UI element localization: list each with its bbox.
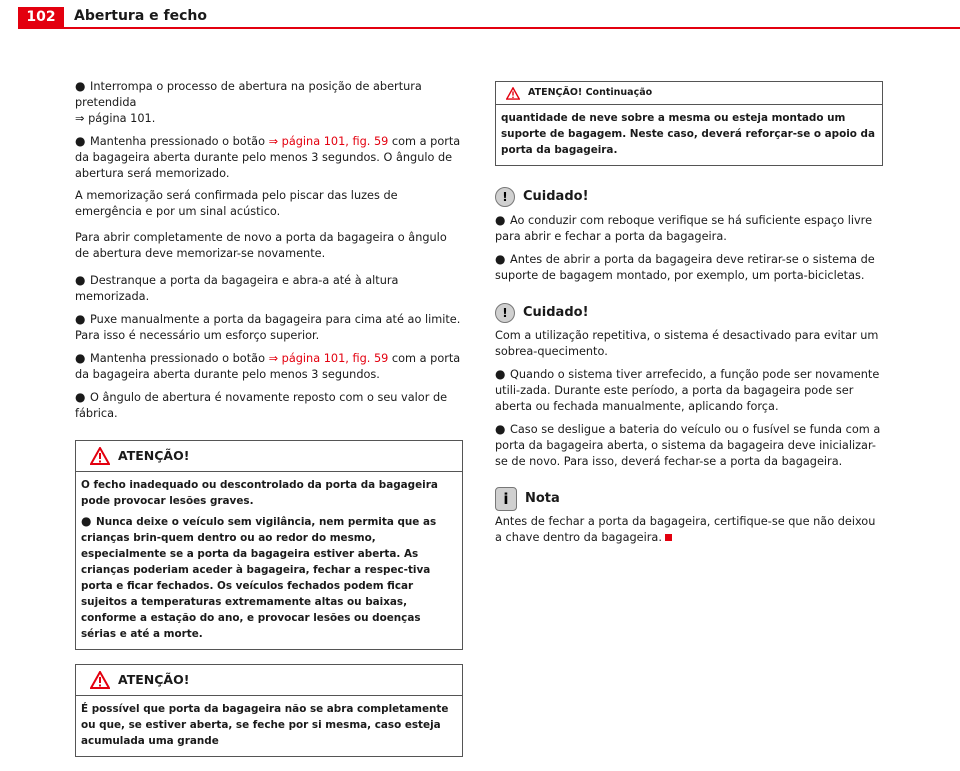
- warning-triangle-icon: [506, 87, 520, 100]
- caution-title: Cuidado!: [523, 305, 589, 320]
- list-item: ● Mantenha pressionado o botão ⇒ página 101, fig. 59 com a porta da bagageira aberta durante pelo menos 3 segundos. O ângulo de abertura será memorizado.: [75, 134, 461, 180]
- list-item: ● Antes de abrir a porta da bagageira deve retirar-se o sistema de suporte de bagagem montado, por exemplo, um porta-bicicletas.: [495, 252, 875, 282]
- caution-heading: [495, 186, 883, 208]
- list-item: ● Ao conduzir com reboque verifique se há suficiente espaço livre para abrir e fechar a porta da bagageira.: [495, 213, 873, 243]
- bullet-icon: ●: [495, 367, 506, 381]
- page-header: [0, 0, 960, 30]
- warning-header: [76, 665, 462, 696]
- arrow-icon: ⇒: [75, 112, 85, 125]
- bullet-icon: ●: [495, 422, 506, 436]
- info-icon: i: [495, 487, 517, 511]
- note-heading: [495, 488, 883, 510]
- warning-continuation-box: [495, 81, 883, 166]
- warning-text: O fecho inadequado ou descontrolado da porta da bagageira pode provocar lesões graves.: [81, 479, 438, 507]
- warning-title: ATENÇÃO!: [118, 672, 190, 687]
- paragraph: Com a utilização repetitiva, o sistema é desactivado para evitar um sobrea-quecimento.: [495, 329, 879, 358]
- bullet-icon: ●: [495, 252, 506, 266]
- bullet-icon: ●: [75, 351, 86, 365]
- list-item: ● O ângulo de abertura é novamente reposto com o seu valor de fábrica.: [75, 390, 448, 420]
- paragraph: A memorização será confirmada pelo piscar das luzes de emergência e por um sinal acústico.: [75, 189, 398, 218]
- end-of-section-marker: [665, 534, 672, 541]
- paragraph: Antes de fechar a porta da bagageira, certifique-se que não deixou a chave dentro da bagageira.: [495, 515, 876, 544]
- bullet-icon: ●: [75, 390, 86, 404]
- right-column: [495, 81, 883, 556]
- warning-text: É possível que porta da bagageira não se abra completamente ou que, se estiver aberta, se feche por si mesma, caso esteja acumulada uma grande: [81, 703, 449, 747]
- warning-header: [76, 441, 462, 472]
- warning-title: ATENÇÃO!: [118, 448, 190, 463]
- caution-icon: !: [495, 303, 515, 323]
- cross-reference-link[interactable]: ⇒ página 101, fig. 59: [268, 135, 389, 148]
- page-reference: página 101.: [88, 112, 156, 125]
- list-item: ● Puxe manualmente a porta da bagageira para cima até ao limite. Para isso é necessário um esforço superior.: [75, 312, 461, 342]
- caution-title: Cuidado!: [523, 189, 589, 204]
- bullet-icon: ●: [75, 273, 86, 287]
- warning-box: [75, 440, 463, 650]
- list-item: ● Destranque a porta da bagageira e abra-a até à altura memorizada.: [75, 273, 399, 303]
- list-item: ● Caso se desligue a bateria do veículo ou o fusível se funda com a porta da bagageira aberta, o sistema da bagageira deve inicializar-se de novo. Para isso, deverá fechar-se a porta da bagageira.: [495, 422, 881, 468]
- page-number: 102: [18, 7, 64, 28]
- bullet-icon: ●: [81, 514, 92, 528]
- cross-reference-link[interactable]: ⇒ página 101, fig. 59: [268, 352, 389, 365]
- left-column: [75, 78, 463, 771]
- list-item: ● Nunca deixe o veículo sem vigilância, nem permita que as crianças brin-quem dentro ou ao redor do mesmo, especialmente se a porta da bagageira estiver aberta. As crianças poderiam aceder à bagageira, fechar a respec-tiva porta e ficar fechados. Os veículos fechados podem ficar sujeitos a temperaturas extremamente altas ou baixas, conforme a estação do ano, e provocar lesões ou doenças sérias e até a morte.: [81, 514, 437, 640]
- warning-header: [496, 82, 882, 105]
- caution-icon: !: [495, 187, 515, 207]
- list-item: ● Quando o sistema tiver arrefecido, a função pode ser novamente utili-zada. Durante este período, a porta da bagageira pode ser aberta ou fechada manualmente, aplicando força.: [495, 367, 880, 413]
- bullet-icon: ●: [75, 79, 86, 93]
- warning-title: ATENÇÃO! Continuação: [528, 87, 653, 98]
- paragraph: Para abrir completamente de novo a porta da bagageira o ângulo de abertura deve memorizar-se novamente.: [75, 231, 447, 260]
- list-item: ● Interrompa o processo de abertura na posição de abertura pretendida ⇒ página 101.: [75, 79, 422, 125]
- bullet-icon: ●: [495, 213, 506, 227]
- caution-heading: [495, 302, 883, 324]
- note-title: Nota: [525, 491, 560, 506]
- list-item: ● Mantenha pressionado o botão ⇒ página 101, fig. 59 com a porta da bagageira aberta durante pelo menos 3 segundos.: [75, 351, 461, 381]
- warning-triangle-icon: [90, 447, 110, 465]
- warning-text: quantidade de neve sobre a mesma ou esteja montado um suporte de bagagem. Neste caso, deverá reforçar-se o apoio da porta da bagageira.: [501, 112, 875, 156]
- header-rule: [18, 27, 960, 29]
- bullet-icon: ●: [75, 134, 86, 148]
- chapter-title: Abertura e fecho: [74, 8, 207, 24]
- bullet-icon: ●: [75, 312, 86, 326]
- warning-triangle-icon: [90, 671, 110, 689]
